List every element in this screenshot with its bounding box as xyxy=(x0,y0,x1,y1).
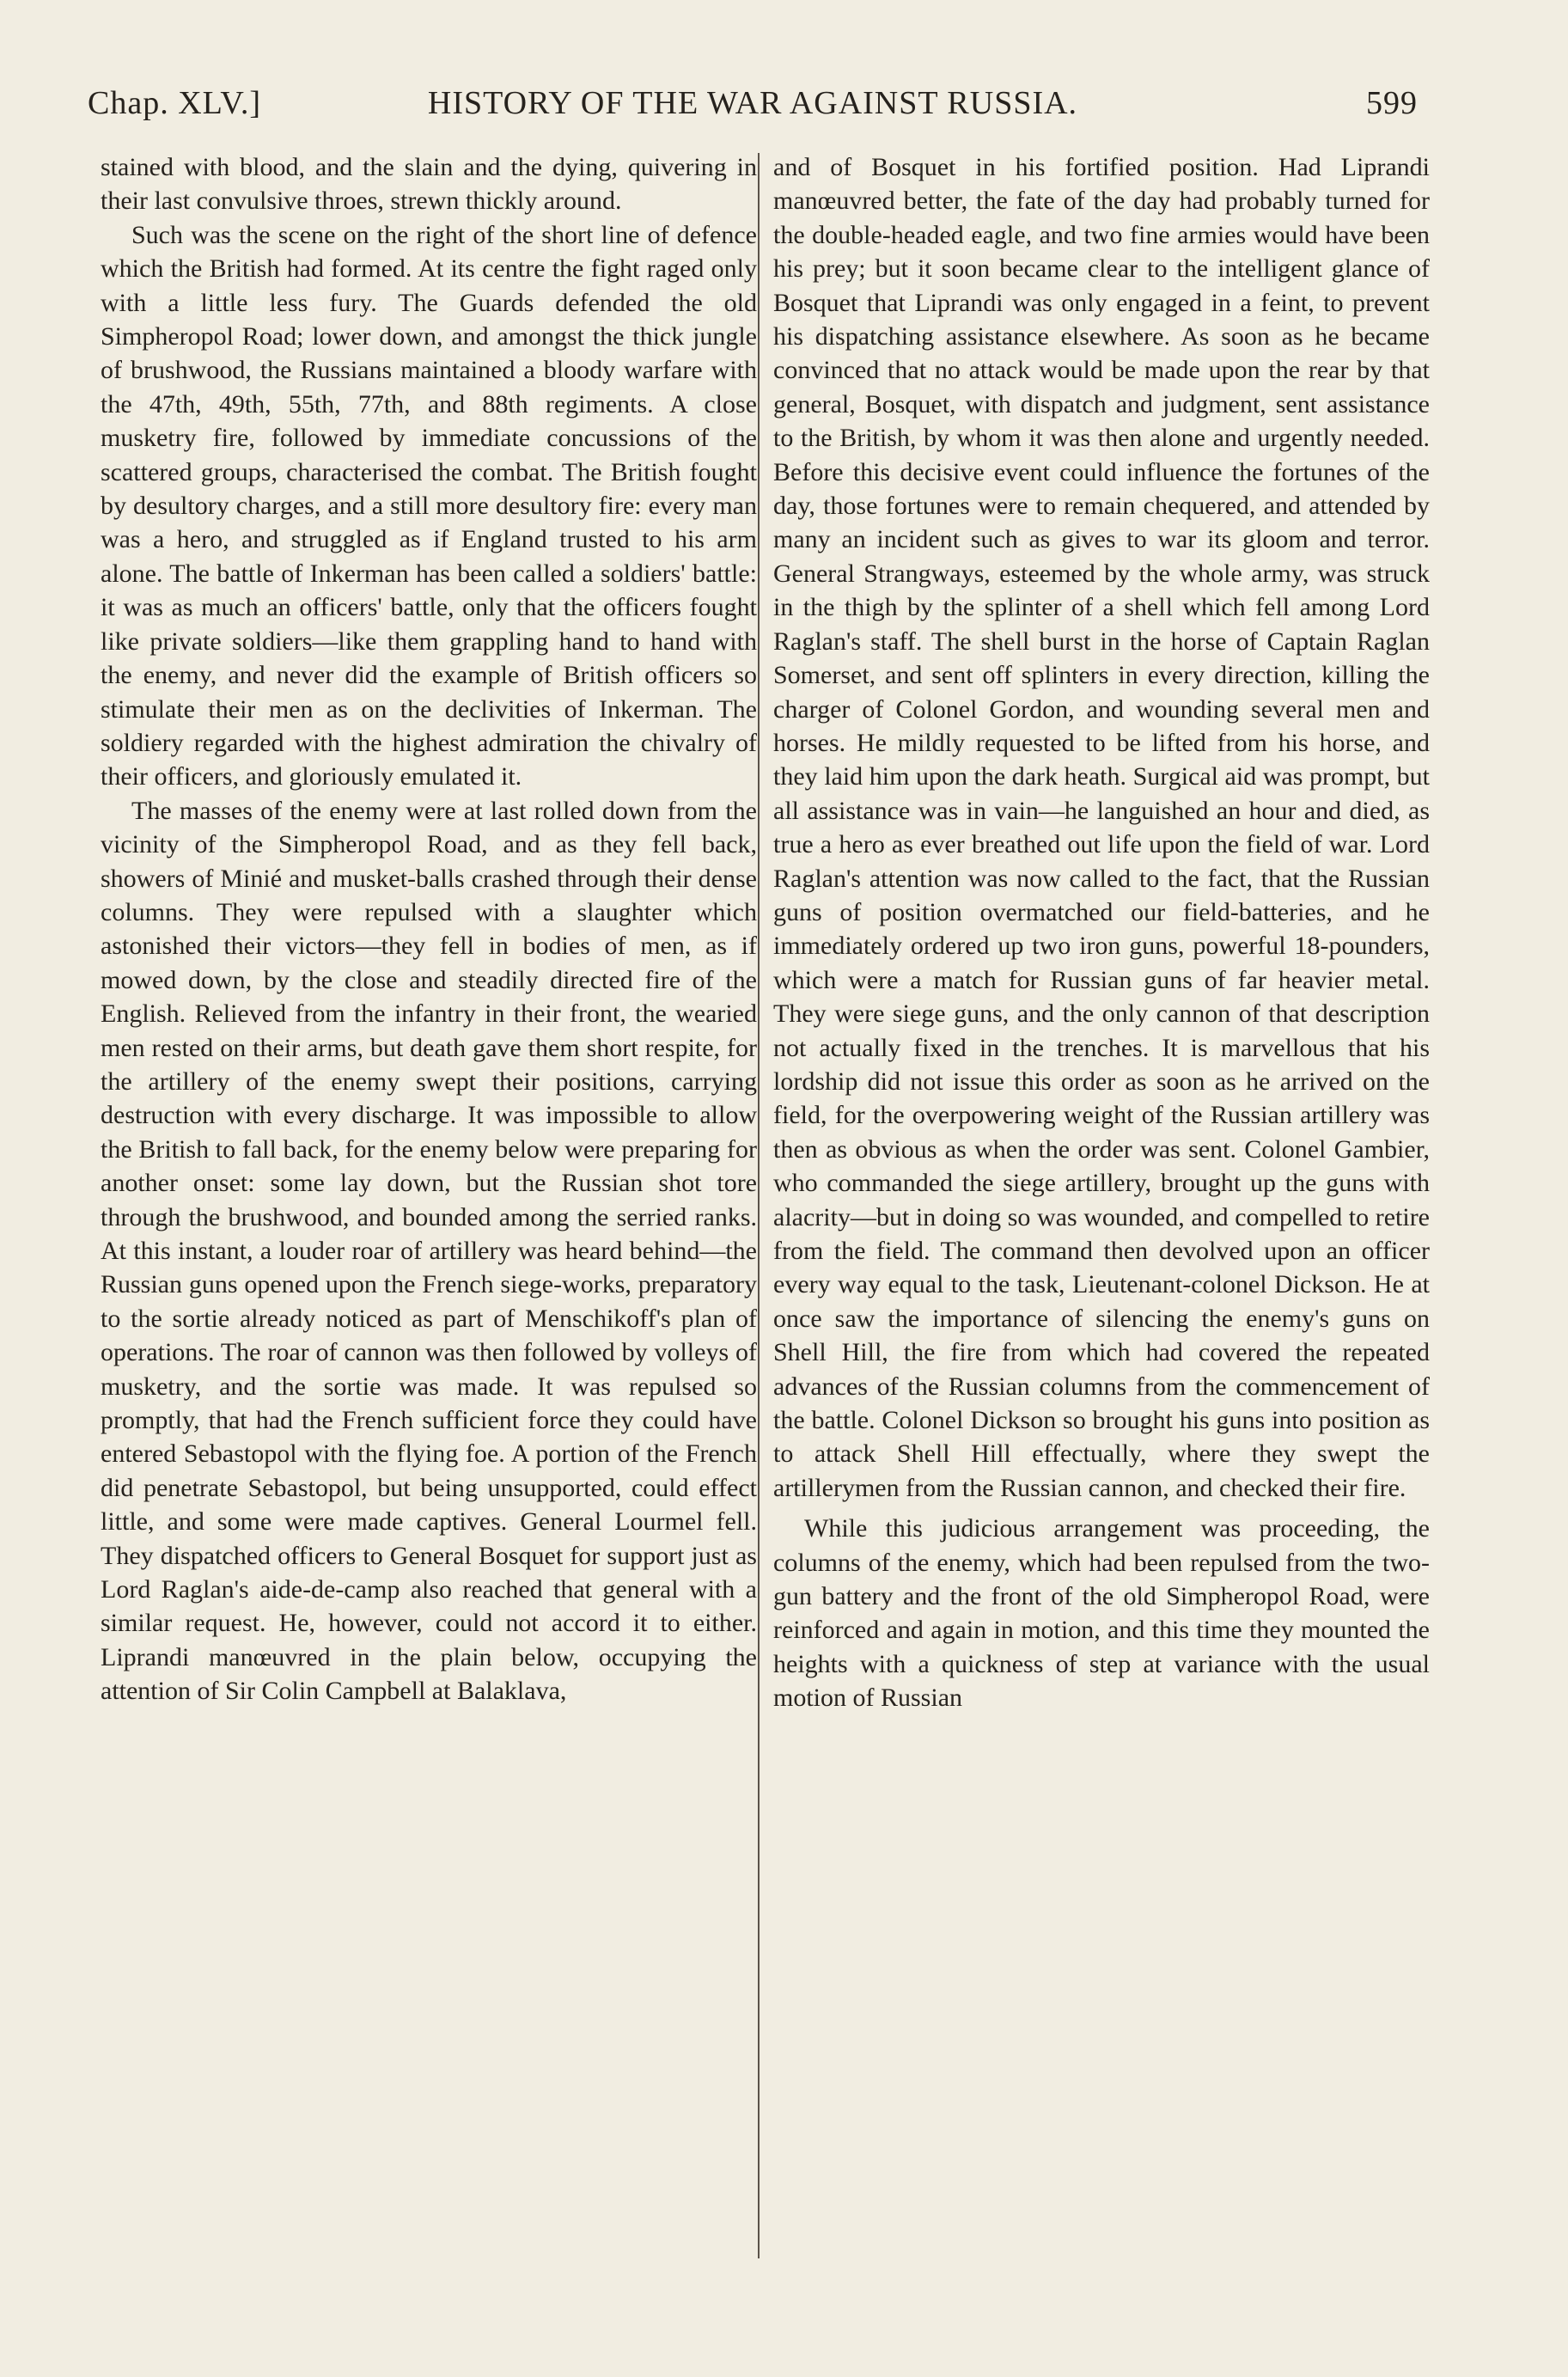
paragraph: Such was the scene on the right of the short line of defence which the British had formed. At its centre the fight raged only with a little less fury. The Guards defended the old Simpheropol Road; lower down, and amongst the thick jungle of brushwood, the Russians maintained a bloody warfare with the 47th, 49th, 55th, 77th, and 88th regiments. A close musketry fire, followed by immediate concussions of the scattered groups, characterised the combat. The British fought by desultory charges, and a still more desultory fire: every man was a hero, and struggled as if England trusted to his arm alone. The battle of Inkerman has been called a soldiers' battle: it was as much an officers' battle, only that the officers fought like private soldiers—like them grappling hand to hand with the enemy, and never did the example of British officers so stimulate their men as on the declivities of Inkerman. The soldiery regarded with the highest admiration the chivalry of their officers, and gloriously emulated it. xyxy=(101,220,757,791)
right-column xyxy=(773,150,1430,1715)
page-number: 599 xyxy=(1366,85,1418,121)
paragraph: and of Bosquet in his fortified position. Had Liprandi manœuvred better, the fate of the day had probably turned for the double-headed eagle, and two fine armies would have been his prey; but it soon became clear to the intelligent glance of Bosquet that Liprandi was only engaged in a feint, to prevent his dispatching assistance elsewhere. As soon as he became convinced that no attack would be made upon the rear by that general, Bosquet, with dispatch and judgment, sent assistance to the British, by whom it was then alone and urgently needed. Before this decisive event could influence the fortunes of the day, those fortunes were to remain chequered, and attended by many an incident such as gives to war its gloom and terror. General Strangways, esteemed by the whole army, was struck in the thigh by the splinter of a shell which fell among Lord Raglan's staff. The shell burst in the horse of Captain Raglan Somerset, and sent off splinters in every direction, killing the charger of Colonel Gordon, and wounding several men and horses. He mildly requested to be lifted from his horse, and they laid him upon the dark heath. Surgical aid was prompt, but all assistance was in vain—he languished an hour and died, as true a hero as ever breathed out life upon the field of war. Lord Raglan's attention was now called to the fact, that the Russian guns of position overmatched our field-batteries, and he immediately ordered up two iron guns, powerful 18-pounders, which were a match for Russian guns of far heavier metal. They were siege guns, and the only cannon of that description not actually fixed in the trenches. It is marvellous that his lordship did not issue this order as soon as he arrived on the field, for the overpowering weight of the Russian artillery was then as obvious as when the order was sent. Colonel Gambier, who commanded the siege artillery, brought up the guns with alacrity—but in doing so was wounded, and compelled to retire from the field. The command then devolved upon an officer every way equal to the task, Lieutenant-colonel Dickson. He at once saw the importance of silencing the enemy's guns on Shell Hill, the fire from which had covered the repeated advances of the Russian columns from the commencement of the battle. Colonel Dickson so brought his guns into position as to attack Shell Hill effectually, where they swept the artillerymen from the Russian cannon, and checked their fire. xyxy=(773,153,1430,1502)
paragraph: The masses of the enemy were at last rolled down from the vicinity of the Simpheropol Road, and as they fell back, showers of Minié and musket-balls crashed through their dense columns. They were repulsed with a slaughter which astonished their victors—they fell in bodies of men, as if mowed down, by the close and steadily directed fire of the English. Relieved from the infantry in their front, the wearied men rested on their arms, but death gave them short respite, for the artillery of the enemy swept their positions, carrying destruction with every discharge. It was impossible to allow the British to fall back, for the enemy below were preparing for another onset: some lay down, but the Russian shot tore through the brushwood, and bounded among the serried ranks. At this instant, a louder roar of artillery was heard behind—the Russian guns opened upon the French siege-works, preparatory to the sortie already noticed as part of Menschikoff's plan of operations. The roar of cannon was then followed by volleys of musketry, and the sortie was made. It was repulsed so promptly, that had the French sufficient force they could have entered Sebastopol with the flying foe. A portion of the French did penetrate Sebastopol, but being unsupported, could effect little, and some were made captives. General Lourmel fell. They dispatched officers to General Bosquet for support just as Lord Raglan's aide-de-camp also reached that general with a similar request. He, however, could not accord it to either. Liprandi manœuvred in the plain below, occupying the attention of Sir Colin Campbell at Balaklava, xyxy=(101,796,757,1706)
left-column xyxy=(101,150,757,1708)
paragraph: stained with blood, and the slain and the dying, quivering in their last convulsive throes, strewn thickly around. xyxy=(101,153,757,216)
chapter-label: Chap. XLV.] xyxy=(88,85,262,121)
book-title: HISTORY OF THE WAR AGAINST RUSSIA. xyxy=(427,85,1078,121)
running-head xyxy=(88,84,1418,127)
column-divider xyxy=(758,153,760,2258)
paragraph: While this judicious arrangement was proceeding, the columns of the enemy, which had been repulsed from the two-gun battery and the front of the old Simpheropol Road, were reinforced and again in motion, and this time they mounted the heights with a quickness of step at variance with the usual motion of Russian xyxy=(773,1514,1430,1713)
